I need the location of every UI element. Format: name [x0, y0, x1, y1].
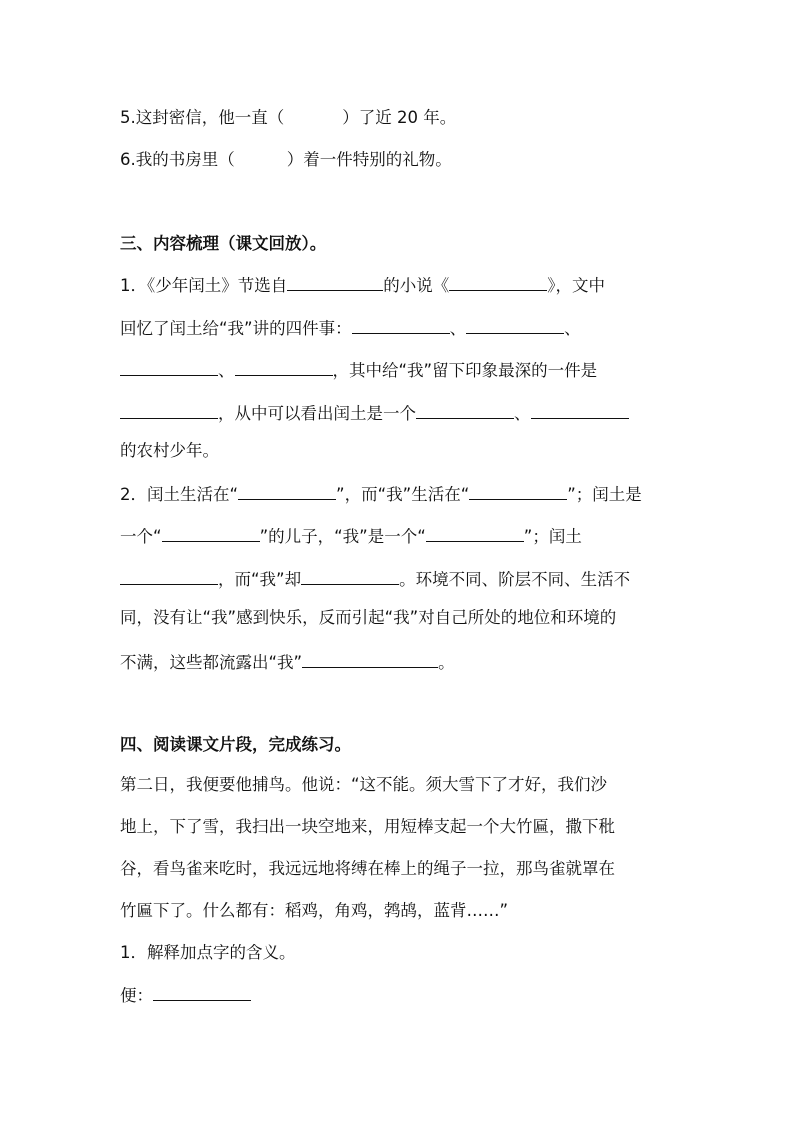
- answer-blank[interactable]: [531, 401, 629, 419]
- text: 回忆了闰土给“我”讲的四件事：: [120, 319, 352, 338]
- bian-row: [120, 983, 251, 1008]
- section-heading-3: 三、内容梳理（课文回放）。: [120, 234, 327, 253]
- answer-blank[interactable]: [162, 524, 260, 542]
- answer-blank[interactable]: [466, 316, 564, 334]
- q3-1-line-3: [120, 358, 597, 383]
- answer-blank[interactable]: [416, 401, 514, 419]
- separator: 、: [514, 404, 531, 423]
- q3-2-line-5: [120, 650, 455, 675]
- answer-blank[interactable]: [235, 358, 333, 376]
- question-4-1: 1．解释加点字的含义。: [120, 943, 296, 962]
- question-6-text-b: ）着一件特别的礼物。: [286, 150, 452, 169]
- text: ，而“我”却: [218, 570, 302, 589]
- answer-blank[interactable]: [352, 316, 450, 334]
- answer-blank[interactable]: [153, 983, 251, 1001]
- answer-blank[interactable]: [120, 358, 218, 376]
- question-5: [120, 106, 456, 130]
- answer-blank[interactable]: [301, 567, 399, 585]
- question-6: [120, 148, 452, 172]
- text: 。: [438, 653, 455, 672]
- separator: 、: [218, 361, 235, 380]
- q3-1-line-2: [120, 316, 581, 341]
- text: ”的儿子，“我”是一个“: [259, 527, 426, 546]
- bian-label: 便：: [120, 986, 153, 1005]
- passage-line-4: 竹匾下了。什么都有：稻鸡，角鸡，鹁鸪，蓝背……”: [120, 901, 509, 920]
- text: ”；闰土是: [567, 485, 642, 504]
- text: ”；闰土: [523, 527, 582, 546]
- question-5-text-b: ）了近 20 年。: [342, 108, 457, 127]
- text: ，从中可以看出闰土是一个: [218, 404, 416, 423]
- separator: 、: [564, 319, 581, 338]
- answer-blank[interactable]: [302, 650, 438, 668]
- text: 2．闰土生活在“: [120, 485, 239, 504]
- answer-blank[interactable]: [287, 273, 383, 291]
- q3-2-line-2: [120, 524, 582, 549]
- q3-2-line-1: [120, 482, 642, 507]
- text: ”，而“我”生活在“: [336, 485, 470, 504]
- answer-blank[interactable]: [469, 482, 567, 500]
- q3-1-line-5: 的农村少年。: [120, 441, 219, 460]
- section-heading-4: 四、阅读课文片段，完成练习。: [120, 735, 351, 754]
- answer-blank[interactable]: [120, 567, 218, 585]
- text: 1．《少年闰土》节选自: [120, 276, 288, 295]
- passage-line-2: 地上，下了雪，我扫出一块空地来，用短棒支起一个大竹匾，撒下秕: [120, 817, 615, 836]
- answer-blank[interactable]: [120, 401, 218, 419]
- passage-line-3: 谷，看鸟雀来吃时，我远远地将缚在棒上的绳子一拉，那鸟雀就罩在: [120, 859, 615, 878]
- text: ，其中给“我”留下印象最深的一件是: [332, 361, 598, 380]
- text: 不满，这些都流露出“我”: [120, 653, 303, 672]
- text: 。环境不同、阶层不同、生活不: [399, 570, 631, 589]
- q3-1-line-1: [120, 273, 605, 298]
- q3-2-line-3: [120, 567, 630, 592]
- text: 》，文中: [547, 276, 605, 295]
- answer-blank[interactable]: [426, 524, 524, 542]
- q3-1-line-4: [120, 401, 629, 426]
- question-6-text-a: 6.我的书房里（: [120, 150, 235, 169]
- passage-line-1: 第二日，我便要他捕鸟。他说：“这不能。须大雪下了才好，我们沙: [120, 775, 608, 794]
- answer-blank[interactable]: [238, 482, 336, 500]
- separator: 、: [449, 319, 467, 338]
- text: 一个“: [120, 527, 162, 546]
- text: 的小说《: [383, 276, 450, 295]
- q3-2-line-4: 同，没有让“我”感到快乐，反而引起“我”对自己所处的地位和环境的: [120, 608, 617, 627]
- question-5-text-a: 5.这封密信，他一直（: [120, 108, 285, 127]
- answer-blank[interactable]: [449, 273, 547, 291]
